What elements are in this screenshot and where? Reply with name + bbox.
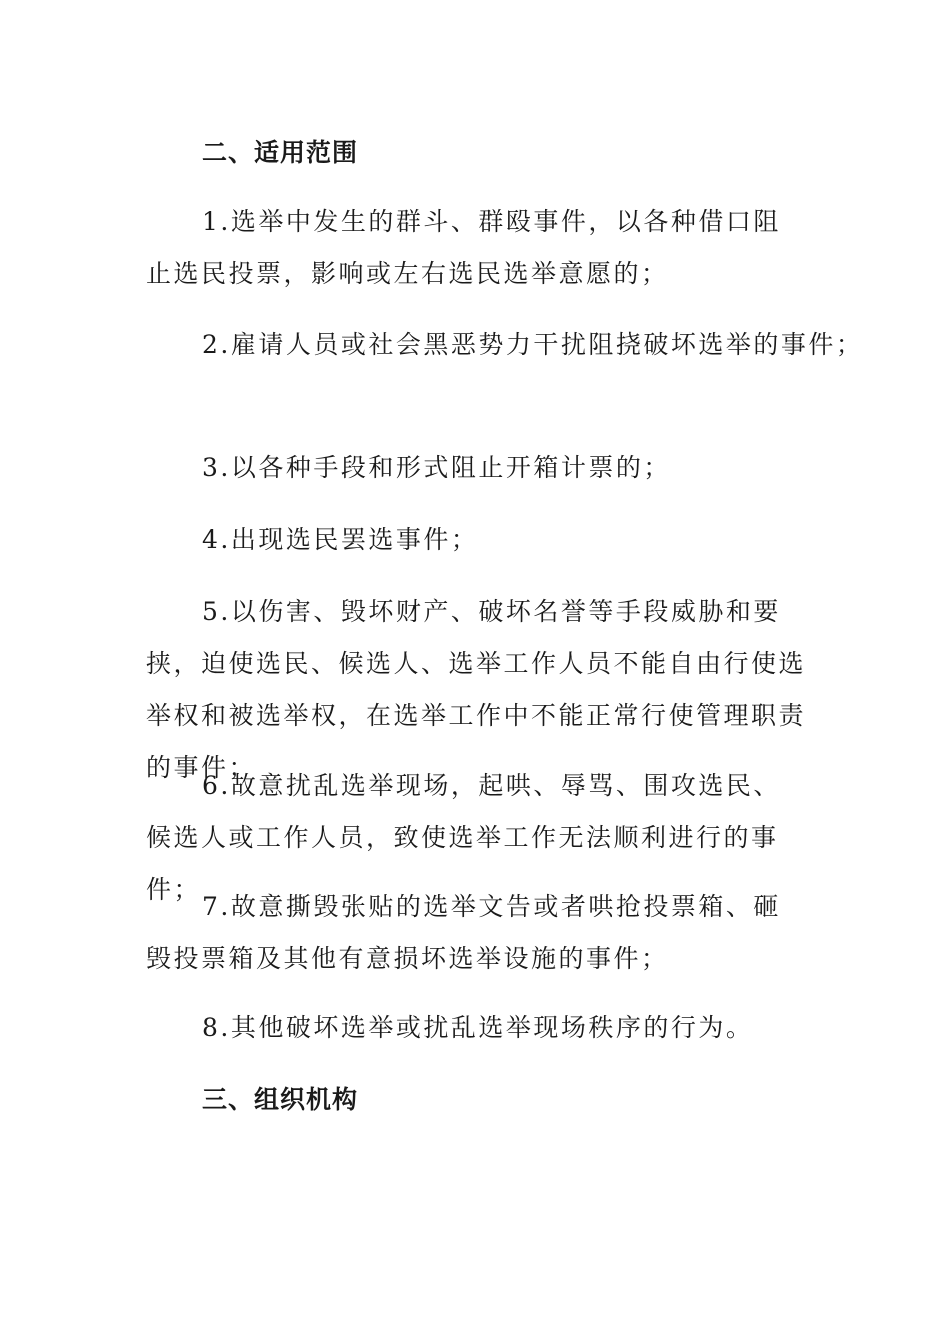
list-item-6: 6.故意扰乱选举现场，起哄、辱骂、围攻选民、候选人或工作人员，致使选举工作无法顺利进行的事件；: [146, 771, 781, 904]
section-heading-scope: 二、适用范围: [202, 138, 359, 167]
section-heading-organization: 三、组织机构: [202, 1085, 359, 1114]
list-item-5: 5.以伤害、毁坏财产、破坏名誉等手段威胁和要挟，迫使选民、候选人、选举工作人员不能自由行使选举权和被选举权，在选举工作中不能正常行使管理职责的事件；: [146, 597, 807, 782]
list-item-1: 1.选举中发生的群斗、群殴事件，以各种借口阻止选民投票，影响或左右选民选举意愿的；: [146, 207, 781, 288]
list-item-3: 3.以各种手段和形式阻止开箱计票的；: [202, 453, 671, 482]
list-item-7: 7.故意撕毁张贴的选举文告或者哄抢投票箱、砸毁投票箱及其他有意损坏选举设施的事件；: [146, 892, 781, 973]
list-item-2: 2.雇请人员或社会黑恶势力干扰阻挠破坏选举的事件；: [202, 330, 864, 359]
list-item-4: 4.出现选民罢选事件；: [202, 525, 479, 554]
list-item-8: 8.其他破坏选举或扰乱选举现场秩序的行为。: [202, 1013, 754, 1042]
